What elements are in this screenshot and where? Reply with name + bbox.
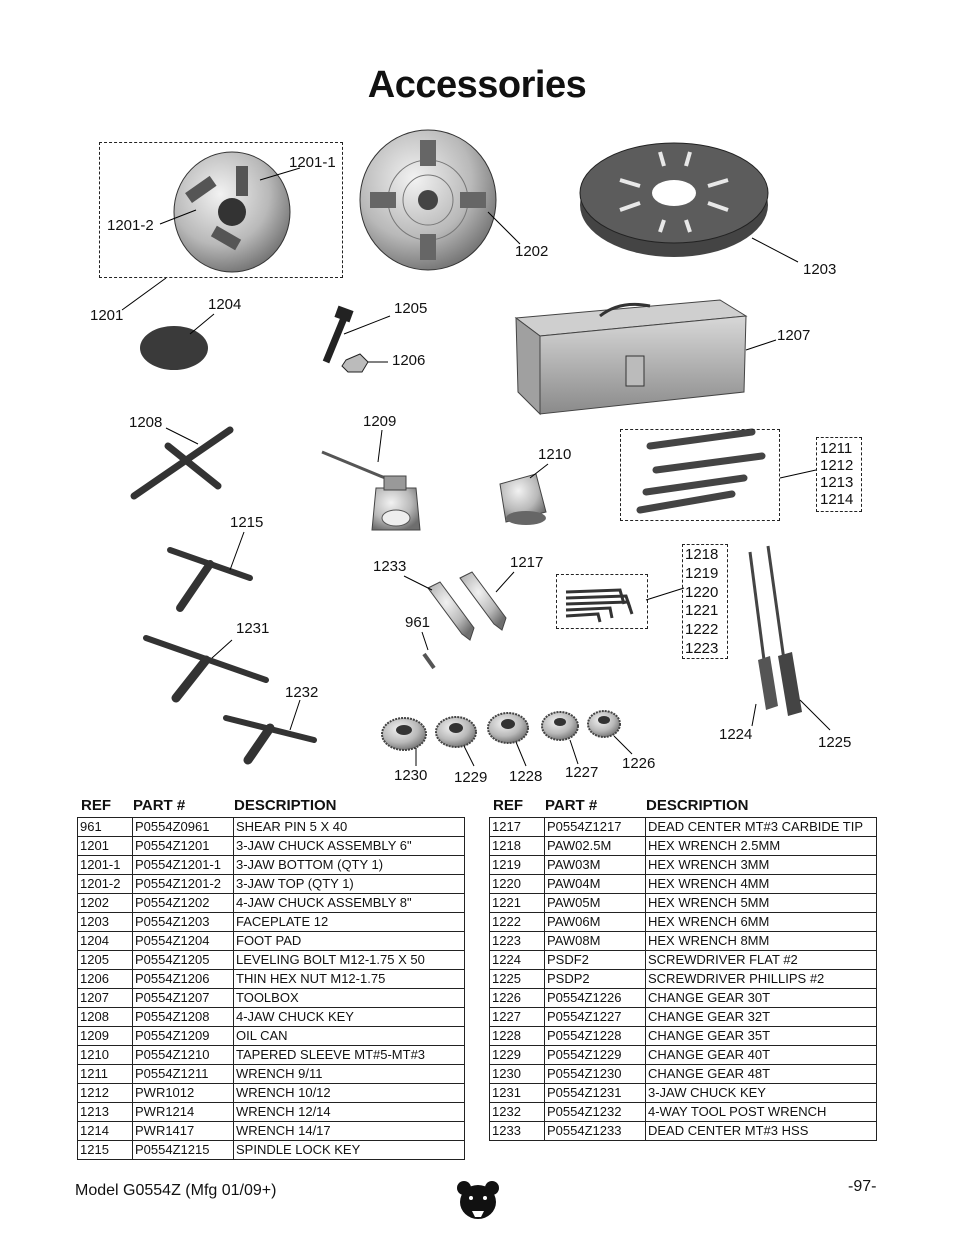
- hex-ref: 1222: [685, 621, 719, 639]
- callout-1228: 1228: [509, 768, 543, 785]
- model-footer: Model G0554Z (Mfg 01/09+): [75, 1182, 277, 1199]
- bolt-nut-drawing: [326, 306, 368, 372]
- hex-ref: 1220: [685, 583, 719, 601]
- desc-cell: THIN HEX NUT M12-1.75: [234, 970, 465, 989]
- table-row: [490, 894, 877, 913]
- ref-cell: 961: [78, 818, 133, 837]
- ref-cell: 1206: [78, 970, 133, 989]
- desc-cell: DEAD CENTER MT#3 CARBIDE TIP: [646, 818, 877, 837]
- ref-cell: 1201: [78, 837, 133, 856]
- callout-1204: 1204: [208, 296, 242, 313]
- hex-callout-box: [556, 574, 648, 629]
- callout-1210: 1210: [538, 446, 572, 463]
- ref-cell: 1230: [490, 1065, 545, 1084]
- desc-cell: DEAD CENTER MT#3 HSS: [646, 1122, 877, 1141]
- table-row: [490, 970, 877, 989]
- ref-cell: 1204: [78, 932, 133, 951]
- table-row: [78, 1084, 465, 1103]
- callout-1225: 1225: [818, 734, 852, 751]
- table-row: [78, 1008, 465, 1027]
- part-cell: P0554Z1230: [545, 1065, 646, 1084]
- desc-cell: SCREWDRIVER FLAT #2: [646, 951, 877, 970]
- part-cell: PAW03M: [545, 856, 646, 875]
- callout-1230: 1230: [394, 767, 428, 784]
- table-row: [490, 989, 877, 1008]
- part-cell: PAW06M: [545, 913, 646, 932]
- table-row: [78, 1027, 465, 1046]
- table-row: [490, 1103, 877, 1122]
- ref-cell: 1232: [490, 1103, 545, 1122]
- table-row: [78, 818, 465, 837]
- ref-cell: 1201-2: [78, 875, 133, 894]
- desc-cell: WRENCH 9/11: [234, 1065, 465, 1084]
- ref-cell: 1229: [490, 1046, 545, 1065]
- part-cell: P0554Z1232: [545, 1103, 646, 1122]
- desc-cell: FACEPLATE 12: [234, 913, 465, 932]
- table-row: [490, 818, 877, 837]
- four-jaw-chuck-drawing: [360, 130, 496, 270]
- ref-cell: 1203: [78, 913, 133, 932]
- part-cell: P0554Z1205: [133, 951, 234, 970]
- table-row: [490, 1008, 877, 1027]
- desc-cell: HEX WRENCH 4MM: [646, 875, 877, 894]
- part-cell: PAW08M: [545, 932, 646, 951]
- faceplate-drawing: [580, 143, 768, 257]
- callout-1231: 1231: [236, 620, 270, 637]
- page-number: -97-: [848, 1178, 877, 1195]
- table-row: [78, 1141, 465, 1160]
- desc-cell: HEX WRENCH 8MM: [646, 932, 877, 951]
- callout-1207: 1207: [777, 327, 811, 344]
- part-cell: P0554Z1227: [545, 1008, 646, 1027]
- callout-1215: 1215: [230, 514, 264, 531]
- hex-ref: 1223: [685, 639, 719, 657]
- table-row: [78, 932, 465, 951]
- desc-cell: SHEAR PIN 5 X 40: [234, 818, 465, 837]
- table-row: [78, 894, 465, 913]
- callout-1217: 1217: [510, 554, 544, 571]
- table-row: [490, 875, 877, 894]
- left-header-part: PART #: [133, 797, 186, 814]
- table-row: [490, 1046, 877, 1065]
- desc-cell: FOOT PAD: [234, 932, 465, 951]
- desc-cell: HEX WRENCH 2.5MM: [646, 837, 877, 856]
- callout-1201: 1201: [90, 307, 124, 324]
- part-cell: PAW05M: [545, 894, 646, 913]
- ref-cell: 1210: [78, 1046, 133, 1065]
- desc-cell: WRENCH 12/14: [234, 1103, 465, 1122]
- callout-1229: 1229: [454, 769, 488, 786]
- desc-cell: 3-JAW BOTTOM (QTY 1): [234, 856, 465, 875]
- tapered-sleeve-drawing: [500, 474, 546, 525]
- table-row: [78, 1103, 465, 1122]
- ref-cell: 1202: [78, 894, 133, 913]
- callout-961: 961: [405, 614, 431, 631]
- callout-1206: 1206: [392, 352, 426, 369]
- ref-cell: 1221: [490, 894, 545, 913]
- part-cell: P0554Z1206: [133, 970, 234, 989]
- ref-cell: 1207: [78, 989, 133, 1008]
- ref-cell: 1219: [490, 856, 545, 875]
- callout-1227: 1227: [565, 764, 599, 781]
- desc-cell: 4-WAY TOOL POST WRENCH: [646, 1103, 877, 1122]
- left-header-ref: REF: [81, 797, 111, 814]
- desc-cell: 3-JAW CHUCK ASSEMBLY 6": [234, 837, 465, 856]
- ref-cell: 1215: [78, 1141, 133, 1160]
- part-cell: P0554Z1209: [133, 1027, 234, 1046]
- desc-cell: 3-JAW CHUCK KEY: [646, 1084, 877, 1103]
- right-header-ref: REF: [493, 797, 523, 814]
- desc-cell: CHANGE GEAR 30T: [646, 989, 877, 1008]
- table-row: [490, 837, 877, 856]
- part-cell: P0554Z1210: [133, 1046, 234, 1065]
- part-cell: P0554Z1203: [133, 913, 234, 932]
- part-cell: PAW02.5M: [545, 837, 646, 856]
- part-cell: P0554Z1229: [545, 1046, 646, 1065]
- ref-cell: 1222: [490, 913, 545, 932]
- desc-cell: HEX WRENCH 6MM: [646, 913, 877, 932]
- desc-cell: HEX WRENCH 3MM: [646, 856, 877, 875]
- table-row: [78, 856, 465, 875]
- ref-cell: 1217: [490, 818, 545, 837]
- part-cell: P0554Z1226: [545, 989, 646, 1008]
- ref-cell: 1218: [490, 837, 545, 856]
- hex-ref: 1221: [685, 602, 719, 620]
- desc-cell: OIL CAN: [234, 1027, 465, 1046]
- part-cell: P0554Z1201-1: [133, 856, 234, 875]
- oil-can-drawing: [322, 452, 420, 530]
- ref-cell: 1208: [78, 1008, 133, 1027]
- hex-ref: 1218: [685, 546, 719, 563]
- part-cell: P0554Z1201: [133, 837, 234, 856]
- parts-table-right: [489, 817, 877, 1141]
- desc-cell: WRENCH 14/17: [234, 1122, 465, 1141]
- right-header-desc: DESCRIPTION: [646, 797, 749, 814]
- chuck-keys-drawing: [134, 430, 314, 760]
- part-cell: P0554Z1207: [133, 989, 234, 1008]
- desc-cell: CHANGE GEAR 35T: [646, 1027, 877, 1046]
- part-cell: P0554Z1208: [133, 1008, 234, 1027]
- parts-table-left: [77, 817, 465, 1160]
- ref-cell: 1227: [490, 1008, 545, 1027]
- ref-cell: 1213: [78, 1103, 133, 1122]
- desc-cell: CHANGE GEAR 40T: [646, 1046, 877, 1065]
- part-cell: PSDF2: [545, 951, 646, 970]
- part-cell: PWR1012: [133, 1084, 234, 1103]
- callout-1201-1: 1201-1: [289, 154, 336, 171]
- desc-cell: WRENCH 10/12: [234, 1084, 465, 1103]
- callout-1201-2: 1201-2: [107, 217, 154, 234]
- ref-cell: 1211: [78, 1065, 133, 1084]
- table-row: [78, 1065, 465, 1084]
- part-cell: PSDP2: [545, 970, 646, 989]
- table-row: [490, 856, 877, 875]
- callout-1224: 1224: [719, 726, 753, 743]
- table-row: [78, 1122, 465, 1141]
- part-cell: P0554Z1211: [133, 1065, 234, 1084]
- table-row: [78, 970, 465, 989]
- part-cell: PAW04M: [545, 875, 646, 894]
- ref-cell: 1212: [78, 1084, 133, 1103]
- dead-centers-drawing: [424, 572, 506, 668]
- ref-cell: 1224: [490, 951, 545, 970]
- foot-pad-drawing: [140, 326, 208, 370]
- ref-cell: 1228: [490, 1027, 545, 1046]
- ref-cell: 1201-1: [78, 856, 133, 875]
- ref-cell: 1225: [490, 970, 545, 989]
- callout-1208: 1208: [129, 414, 163, 431]
- desc-cell: LEVELING BOLT M12-1.75 X 50: [234, 951, 465, 970]
- table-row: [490, 913, 877, 932]
- table-row: [490, 1084, 877, 1103]
- callout-1205: 1205: [394, 300, 428, 317]
- ref-cell: 1214: [78, 1122, 133, 1141]
- hex-ref: 1219: [685, 564, 719, 582]
- table-row: [490, 1065, 877, 1084]
- part-cell: P0554Z1201-2: [133, 875, 234, 894]
- wrench-ref: 1214: [820, 491, 854, 508]
- screwdrivers-drawing: [750, 546, 802, 716]
- right-header-part: PART #: [545, 797, 598, 814]
- left-header-desc: DESCRIPTION: [234, 797, 337, 814]
- ref-cell: 1205: [78, 951, 133, 970]
- desc-cell: 4-JAW CHUCK KEY: [234, 1008, 465, 1027]
- table-row: [78, 837, 465, 856]
- part-cell: PWR1417: [133, 1122, 234, 1141]
- callout-1232: 1232: [285, 684, 319, 701]
- wrench-callout-box: [620, 429, 780, 521]
- part-cell: P0554Z1217: [545, 818, 646, 837]
- desc-cell: SPINDLE LOCK KEY: [234, 1141, 465, 1160]
- ref-cell: 1233: [490, 1122, 545, 1141]
- callout-1203: 1203: [803, 261, 837, 278]
- table-row: [490, 951, 877, 970]
- part-cell: PWR1214: [133, 1103, 234, 1122]
- desc-cell: TOOLBOX: [234, 989, 465, 1008]
- desc-cell: CHANGE GEAR 48T: [646, 1065, 877, 1084]
- wrench-refs: [820, 440, 853, 508]
- callout-1233: 1233: [373, 558, 407, 575]
- ref-cell: 1209: [78, 1027, 133, 1046]
- table-row: [490, 932, 877, 951]
- page-title: Accessories: [367, 64, 587, 106]
- desc-cell: TAPERED SLEEVE MT#5-MT#3: [234, 1046, 465, 1065]
- table-row: [490, 1122, 877, 1141]
- ref-cell: 1231: [490, 1084, 545, 1103]
- toolbox-drawing: [516, 300, 746, 414]
- desc-cell: HEX WRENCH 5MM: [646, 894, 877, 913]
- callout-1226: 1226: [622, 755, 656, 772]
- ref-cell: 1220: [490, 875, 545, 894]
- part-cell: P0554Z1233: [545, 1122, 646, 1141]
- callout-1209: 1209: [363, 413, 397, 430]
- part-cell: P0554Z1228: [545, 1027, 646, 1046]
- hex-refs: [685, 546, 718, 659]
- wrench-ref: 1212: [820, 457, 854, 474]
- part-cell: P0554Z1204: [133, 932, 234, 951]
- table-row: [78, 951, 465, 970]
- change-gears-drawing: [382, 711, 620, 750]
- table-row: [78, 913, 465, 932]
- table-row: [78, 1046, 465, 1065]
- part-cell: P0554Z0961: [133, 818, 234, 837]
- table-row: [78, 989, 465, 1008]
- desc-cell: CHANGE GEAR 32T: [646, 1008, 877, 1027]
- ref-cell: 1223: [490, 932, 545, 951]
- part-cell: P0554Z1215: [133, 1141, 234, 1160]
- part-cell: P0554Z1202: [133, 894, 234, 913]
- desc-cell: 3-JAW TOP (QTY 1): [234, 875, 465, 894]
- callout-1202: 1202: [515, 243, 549, 260]
- table-row: [78, 875, 465, 894]
- wrench-ref: 1211: [820, 440, 853, 457]
- grizzly-bear-logo-icon: [456, 1180, 500, 1226]
- desc-cell: 4-JAW CHUCK ASSEMBLY 8": [234, 894, 465, 913]
- desc-cell: SCREWDRIVER PHILLIPS #2: [646, 970, 877, 989]
- wrench-ref: 1213: [820, 474, 854, 491]
- table-row: [490, 1027, 877, 1046]
- ref-cell: 1226: [490, 989, 545, 1008]
- part-cell: P0554Z1231: [545, 1084, 646, 1103]
